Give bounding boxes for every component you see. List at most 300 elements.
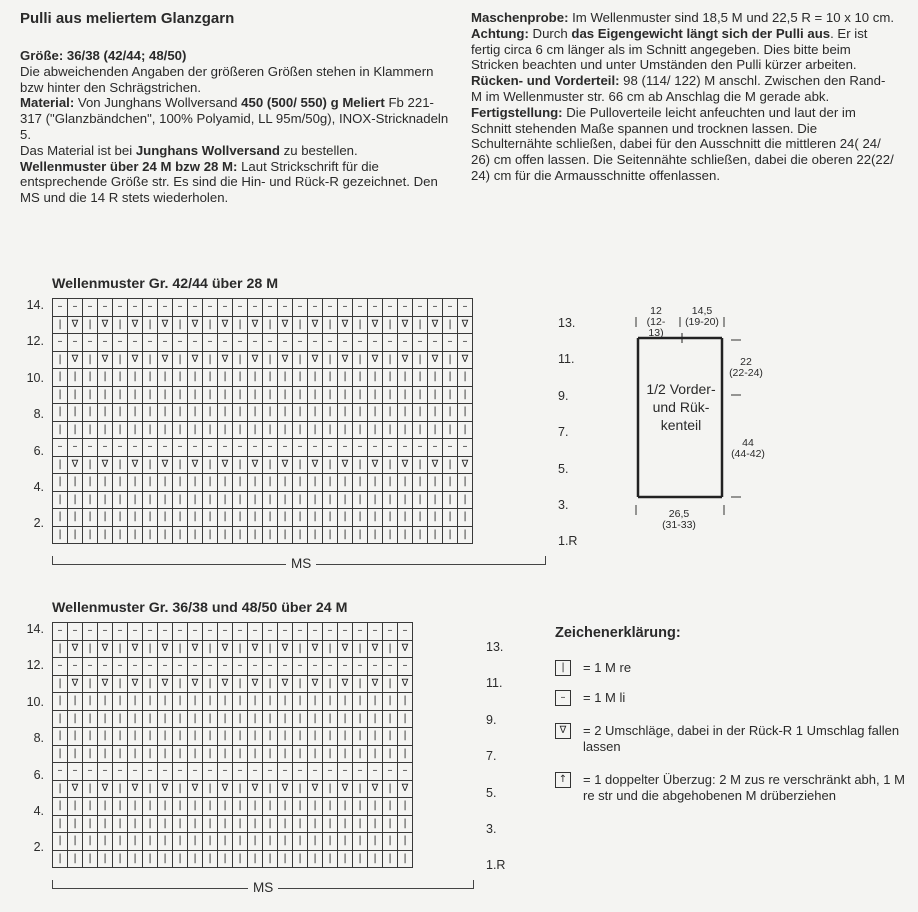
knit-stitch-icon: |: [413, 386, 428, 404]
knit-stitch-icon: |: [173, 386, 188, 404]
double-yarn-over-icon: ∇: [278, 316, 293, 334]
purl-stitch-icon: –: [173, 623, 188, 641]
knit-stitch-icon: |: [98, 491, 113, 509]
grid-row: [53, 404, 473, 422]
knit-stitch-icon: |: [53, 491, 68, 509]
knit-stitch-icon: |: [143, 474, 158, 492]
knit-stitch-icon: |: [263, 509, 278, 527]
knit-stitch-icon: |: [398, 509, 413, 527]
knit-stitch-icon: |: [458, 509, 473, 527]
knit-stitch-icon: |: [113, 491, 128, 509]
knit-stitch-icon: |: [98, 745, 113, 763]
knit-stitch-icon: |: [83, 850, 98, 868]
schematic-piece-label: 1/2 Vorder- und Rük- kenteil: [646, 381, 716, 433]
knit-stitch-icon: |: [278, 386, 293, 404]
purl-stitch-icon: –: [353, 334, 368, 352]
knit-stitch-icon: |: [158, 693, 173, 711]
knit-stitch-icon: |: [443, 404, 458, 422]
knit-stitch-icon: |: [158, 745, 173, 763]
knit-stitch-icon: |: [83, 369, 98, 387]
knit-stitch-icon: |: [413, 404, 428, 422]
purl-stitch-icon: –: [443, 334, 458, 352]
knit-stitch-icon: |: [338, 491, 353, 509]
knit-stitch-icon: |: [428, 474, 443, 492]
knit-stitch-icon: |: [98, 710, 113, 728]
knit-stitch-icon: |: [293, 675, 308, 693]
knit-stitch-icon: |: [323, 369, 338, 387]
knit-stitch-icon: |: [278, 404, 293, 422]
purl-stitch-icon: –: [83, 658, 98, 676]
knit-stitch-icon: |: [353, 728, 368, 746]
double-yarn-over-icon: ∇: [68, 316, 83, 334]
knit-stitch-icon: |: [383, 509, 398, 527]
purl-stitch-icon: –: [368, 623, 383, 641]
knit-stitch-icon: |: [218, 850, 233, 868]
purl-stitch-icon: –: [383, 658, 398, 676]
purl-stitch-icon: –: [323, 658, 338, 676]
purl-stitch-icon: –: [248, 763, 263, 781]
knit-stitch-icon: |: [98, 693, 113, 711]
knit-stitch-icon: |: [218, 833, 233, 851]
knit-stitch-icon: |: [113, 509, 128, 527]
knit-stitch-icon: |: [83, 710, 98, 728]
knit-stitch-icon: |: [368, 728, 383, 746]
double-yarn-over-icon: ∇: [68, 351, 83, 369]
knit-stitch-icon: |: [428, 526, 443, 544]
purl-stitch-icon: –: [233, 763, 248, 781]
purl-stitch-icon: –: [53, 763, 68, 781]
double-yarn-over-icon: ∇: [248, 316, 263, 334]
knit-stitch-icon: |: [218, 509, 233, 527]
knit-stitch-icon: |: [383, 404, 398, 422]
knit-stitch-icon: |: [398, 850, 413, 868]
row-label: 6.: [33, 767, 44, 782]
chart2-ms-label: MS: [248, 880, 278, 895]
purl-stitch-icon: –: [413, 299, 428, 317]
knit-stitch-icon: |: [158, 386, 173, 404]
size-heading: Größe: 36/38 (42/44; 48/50): [20, 48, 187, 63]
double-yarn-over-icon: ∇: [128, 351, 143, 369]
purl-stitch-icon: –: [218, 658, 233, 676]
row-label: 2.: [33, 840, 44, 855]
double-yarn-over-icon: ∇: [68, 780, 83, 798]
purl-stitch-icon: –: [143, 334, 158, 352]
purl-stitch-icon: –: [143, 623, 158, 641]
knit-stitch-icon: |: [293, 351, 308, 369]
knit-stitch-icon: |: [218, 693, 233, 711]
knit-stitch-icon: |: [458, 404, 473, 422]
purl-stitch-icon: –: [413, 439, 428, 457]
knit-stitch-icon: |: [203, 316, 218, 334]
knit-stitch-icon: |: [83, 728, 98, 746]
knit-stitch-icon: |: [368, 745, 383, 763]
knit-stitch-icon: |: [338, 728, 353, 746]
row-label: 12.: [26, 658, 44, 673]
knit-stitch-icon: |: [68, 509, 83, 527]
knit-stitch-icon: |: [398, 815, 413, 833]
knit-stitch-icon: |: [368, 509, 383, 527]
grid-row: [53, 798, 413, 816]
row-label: 4.: [33, 804, 44, 818]
knit-stitch-icon: |: [188, 474, 203, 492]
knit-stitch-icon: |: [338, 815, 353, 833]
knit-stitch-icon: |: [398, 833, 413, 851]
knit-stitch-icon: |: [413, 526, 428, 544]
purl-stitch-icon: –: [53, 658, 68, 676]
purl-stitch-icon: –: [293, 439, 308, 457]
purl-stitch-icon: –: [263, 763, 278, 781]
double-decrease-icon: ↑: [555, 772, 571, 788]
knit-stitch-icon: |: [53, 421, 68, 439]
knit-stitch-icon: |: [293, 710, 308, 728]
knit-stitch-icon: |: [203, 710, 218, 728]
size-text: Die abweichenden Angaben der größeren Größen stehen in Klammern bzw hinter den Schrägstrichen.: [20, 63, 434, 95]
knit-stitch-icon: |: [263, 798, 278, 816]
knit-stitch-icon: |: [368, 526, 383, 544]
purl-stitch-icon: –: [293, 299, 308, 317]
purl-stitch-icon: –: [308, 334, 323, 352]
knit-stitch-icon: |: [323, 316, 338, 334]
knit-stitch-icon: |: [308, 833, 323, 851]
double-yarn-over-icon: ∇: [398, 780, 413, 798]
knit-stitch-icon: |: [443, 369, 458, 387]
knit-stitch-icon: |: [188, 728, 203, 746]
knit-stitch-icon: |: [203, 491, 218, 509]
double-yarn-over-icon: ∇: [428, 456, 443, 474]
purl-stitch-icon: –: [248, 658, 263, 676]
purl-stitch-icon: –: [338, 299, 353, 317]
knit-stitch-icon: |: [188, 404, 203, 422]
knit-stitch-icon: |: [383, 386, 398, 404]
knit-stitch-icon: |: [323, 833, 338, 851]
knit-stitch-icon: |: [443, 509, 458, 527]
purl-stitch-icon: –: [98, 299, 113, 317]
knit-stitch-icon: |: [173, 404, 188, 422]
knit-stitch-icon: |: [413, 509, 428, 527]
schematic-shoulder-width: 12 (12-13): [646, 305, 666, 339]
double-yarn-over-icon: ∇: [128, 640, 143, 658]
knit-stitch-icon: |: [158, 491, 173, 509]
purl-stitch-icon: –: [308, 299, 323, 317]
legend-text: = 1 M li: [583, 690, 626, 705]
knit-stitch-icon: |: [218, 404, 233, 422]
purl-stitch-icon: –: [383, 334, 398, 352]
knit-stitch-icon: |: [53, 798, 68, 816]
knit-stitch-icon: |: [353, 833, 368, 851]
grid-row: [53, 456, 473, 474]
row-label: 1.R: [558, 534, 578, 549]
knit-stitch-icon: |: [368, 421, 383, 439]
knit-stitch-icon: |: [233, 850, 248, 868]
knit-stitch-icon: |: [293, 526, 308, 544]
purl-stitch-icon: –: [368, 439, 383, 457]
knit-stitch-icon: |: [203, 404, 218, 422]
purl-stitch-icon: –: [98, 658, 113, 676]
knit-stitch-icon: |: [83, 386, 98, 404]
knit-stitch-icon: |: [128, 833, 143, 851]
knit-stitch-icon: |: [233, 421, 248, 439]
purl-stitch-icon: –: [203, 299, 218, 317]
purl-stitch-icon: –: [158, 299, 173, 317]
knit-stitch-icon: |: [278, 710, 293, 728]
purl-stitch-icon: –: [203, 334, 218, 352]
knit-stitch-icon: |: [233, 526, 248, 544]
purl-stitch-icon: –: [323, 763, 338, 781]
knit-stitch-icon: |: [53, 386, 68, 404]
knit-stitch-icon: |: [98, 728, 113, 746]
knit-stitch-icon: |: [173, 351, 188, 369]
knit-stitch-icon: |: [83, 640, 98, 658]
knit-stitch-icon: |: [383, 369, 398, 387]
knit-stitch-icon: |: [53, 526, 68, 544]
knit-stitch-icon: |: [428, 421, 443, 439]
row-label: 6.: [33, 443, 44, 458]
knit-stitch-icon: |: [413, 316, 428, 334]
purl-stitch-icon: –: [308, 658, 323, 676]
knit-stitch-icon: |: [233, 316, 248, 334]
knit-stitch-icon: |: [233, 369, 248, 387]
knit-stitch-icon: |: [98, 850, 113, 868]
purl-stitch-icon: –: [143, 299, 158, 317]
knit-stitch-icon: |: [368, 850, 383, 868]
purl-stitch-icon: –: [68, 763, 83, 781]
knit-stitch-icon: |: [383, 850, 398, 868]
knit-stitch-icon: |: [555, 660, 571, 676]
knit-stitch-icon: |: [53, 693, 68, 711]
knit-stitch-icon: |: [368, 369, 383, 387]
knit-stitch-icon: |: [278, 421, 293, 439]
knit-stitch-icon: |: [263, 850, 278, 868]
knit-stitch-icon: |: [278, 474, 293, 492]
knit-stitch-icon: |: [158, 815, 173, 833]
knit-stitch-icon: |: [158, 850, 173, 868]
grid-row: [53, 421, 473, 439]
double-yarn-over-icon: ∇: [98, 316, 113, 334]
double-yarn-over-icon: ∇: [98, 780, 113, 798]
double-yarn-over-icon: ∇: [218, 675, 233, 693]
knit-stitch-icon: |: [53, 509, 68, 527]
knit-stitch-icon: |: [263, 369, 278, 387]
purl-stitch-icon: –: [218, 334, 233, 352]
knit-stitch-icon: |: [263, 474, 278, 492]
knit-stitch-icon: |: [158, 509, 173, 527]
purl-stitch-icon: –: [128, 334, 143, 352]
knit-stitch-icon: |: [248, 369, 263, 387]
knit-stitch-icon: |: [53, 404, 68, 422]
purl-stitch-icon: –: [338, 623, 353, 641]
purl-stitch-icon: –: [338, 439, 353, 457]
double-yarn-over-icon: ∇: [308, 780, 323, 798]
knit-stitch-icon: |: [83, 351, 98, 369]
knit-stitch-icon: |: [158, 833, 173, 851]
knit-stitch-icon: |: [263, 710, 278, 728]
knit-stitch-icon: |: [143, 491, 158, 509]
purl-stitch-icon: –: [353, 299, 368, 317]
knit-stitch-icon: |: [398, 526, 413, 544]
purl-stitch-icon: –: [398, 623, 413, 641]
purl-stitch-icon: –: [398, 763, 413, 781]
knit-stitch-icon: |: [68, 728, 83, 746]
double-yarn-over-icon: ∇: [428, 351, 443, 369]
knit-stitch-icon: |: [113, 850, 128, 868]
gauge-paragraph: Maschenprobe: Im Wellenmuster sind 18,5 M und 22,5 R = 10 x 10 cm.: [471, 10, 895, 25]
knit-stitch-icon: |: [233, 815, 248, 833]
knit-stitch-icon: |: [53, 833, 68, 851]
knit-stitch-icon: |: [323, 386, 338, 404]
knit-stitch-icon: |: [233, 710, 248, 728]
knit-stitch-icon: |: [218, 386, 233, 404]
knit-stitch-icon: |: [353, 526, 368, 544]
knit-stitch-icon: |: [143, 526, 158, 544]
double-yarn-over-icon: ∇: [158, 675, 173, 693]
knit-stitch-icon: |: [68, 369, 83, 387]
knit-stitch-icon: |: [248, 815, 263, 833]
knit-stitch-icon: |: [398, 421, 413, 439]
purl-stitch-icon: –: [248, 299, 263, 317]
knit-stitch-icon: |: [68, 404, 83, 422]
purl-stitch-icon: –: [188, 623, 203, 641]
knit-stitch-icon: |: [248, 404, 263, 422]
row-label: 8.: [33, 407, 44, 422]
knit-stitch-icon: |: [188, 386, 203, 404]
knit-stitch-icon: |: [233, 386, 248, 404]
knit-stitch-icon: |: [113, 456, 128, 474]
knit-stitch-icon: |: [293, 815, 308, 833]
row-label: 5.: [486, 785, 497, 800]
grid-row: [53, 439, 473, 457]
purl-stitch-icon: –: [338, 658, 353, 676]
knit-stitch-icon: |: [218, 526, 233, 544]
grid-row: [53, 815, 413, 833]
knit-stitch-icon: |: [203, 369, 218, 387]
knit-stitch-icon: |: [323, 491, 338, 509]
knit-stitch-icon: |: [323, 404, 338, 422]
knit-stitch-icon: |: [293, 798, 308, 816]
instructions-right-column: [471, 10, 896, 184]
knit-stitch-icon: |: [308, 850, 323, 868]
legend-title: Zeichenerklärung:: [555, 625, 681, 641]
knit-stitch-icon: |: [293, 780, 308, 798]
knit-stitch-icon: |: [98, 421, 113, 439]
row-label: 11.: [486, 676, 503, 691]
purl-stitch-icon: –: [555, 690, 571, 706]
double-yarn-over-icon: ∇: [368, 640, 383, 658]
knit-stitch-icon: |: [113, 421, 128, 439]
knit-stitch-icon: |: [173, 316, 188, 334]
row-label: 13.: [486, 640, 504, 654]
knit-stitch-icon: |: [233, 404, 248, 422]
knit-stitch-icon: |: [263, 640, 278, 658]
row-label: 8.: [33, 731, 44, 746]
purl-stitch-icon: –: [53, 439, 68, 457]
knit-stitch-icon: |: [173, 850, 188, 868]
knit-stitch-icon: |: [308, 509, 323, 527]
knit-stitch-icon: |: [98, 833, 113, 851]
knit-stitch-icon: |: [383, 474, 398, 492]
double-yarn-over-icon: ∇: [278, 675, 293, 693]
grid-row: [53, 693, 413, 711]
knit-stitch-icon: |: [173, 710, 188, 728]
knit-stitch-icon: |: [248, 728, 263, 746]
knit-stitch-icon: |: [233, 474, 248, 492]
knit-stitch-icon: |: [83, 491, 98, 509]
knit-stitch-icon: |: [398, 474, 413, 492]
knit-stitch-icon: |: [98, 386, 113, 404]
knit-stitch-icon: |: [263, 815, 278, 833]
knit-stitch-icon: |: [458, 369, 473, 387]
knit-stitch-icon: |: [293, 474, 308, 492]
knit-stitch-icon: |: [263, 780, 278, 798]
row-label: 1.R: [486, 858, 506, 873]
knit-stitch-icon: |: [143, 456, 158, 474]
purl-stitch-icon: –: [458, 334, 473, 352]
knit-stitch-icon: |: [233, 456, 248, 474]
purl-stitch-icon: –: [263, 658, 278, 676]
purl-stitch-icon: –: [158, 623, 173, 641]
knit-stitch-icon: |: [368, 798, 383, 816]
legend-text: = 2 Umschläge, dabei in der Rück-R 1 Umschlag fallen lassen: [583, 723, 900, 754]
knit-stitch-icon: |: [278, 728, 293, 746]
knit-stitch-icon: |: [353, 351, 368, 369]
purl-stitch-icon: –: [413, 334, 428, 352]
double-yarn-over-icon: ∇: [278, 780, 293, 798]
knit-stitch-icon: |: [383, 833, 398, 851]
knit-stitch-icon: |: [83, 675, 98, 693]
knit-stitch-icon: |: [323, 675, 338, 693]
grid-row: [53, 833, 413, 851]
knit-stitch-icon: |: [188, 421, 203, 439]
row-label: 9.: [558, 388, 569, 403]
knit-stitch-icon: |: [353, 745, 368, 763]
purl-stitch-icon: –: [248, 439, 263, 457]
knit-stitch-icon: |: [218, 491, 233, 509]
knit-stitch-icon: |: [83, 798, 98, 816]
knit-stitch-icon: |: [248, 710, 263, 728]
knit-stitch-icon: |: [383, 815, 398, 833]
knit-stitch-icon: |: [233, 640, 248, 658]
knit-stitch-icon: |: [83, 404, 98, 422]
purl-stitch-icon: –: [158, 334, 173, 352]
purl-stitch-icon: –: [188, 763, 203, 781]
knit-stitch-icon: |: [83, 421, 98, 439]
grid-row: [53, 658, 413, 676]
knit-stitch-icon: |: [53, 710, 68, 728]
double-yarn-over-icon: ∇: [398, 316, 413, 334]
chart1-ms-label: MS: [286, 556, 316, 571]
knit-stitch-icon: |: [143, 351, 158, 369]
knit-stitch-icon: |: [128, 509, 143, 527]
knit-stitch-icon: |: [128, 693, 143, 711]
knit-stitch-icon: |: [53, 369, 68, 387]
purl-stitch-icon: –: [353, 763, 368, 781]
knit-stitch-icon: |: [458, 491, 473, 509]
purl-stitch-icon: –: [68, 299, 83, 317]
knit-stitch-icon: |: [68, 386, 83, 404]
knit-stitch-icon: |: [263, 456, 278, 474]
double-yarn-over-icon: ∇: [128, 675, 143, 693]
knit-stitch-icon: |: [428, 386, 443, 404]
double-yarn-over-icon: ∇: [128, 456, 143, 474]
knit-stitch-icon: |: [308, 815, 323, 833]
purl-stitch-icon: –: [113, 439, 128, 457]
double-yarn-over-icon: ∇: [218, 640, 233, 658]
knit-stitch-icon: |: [368, 404, 383, 422]
knit-stitch-icon: |: [143, 850, 158, 868]
knit-stitch-icon: |: [218, 728, 233, 746]
knit-stitch-icon: |: [53, 675, 68, 693]
knit-stitch-icon: |: [323, 421, 338, 439]
legend-text: = 1 M re: [583, 660, 632, 675]
